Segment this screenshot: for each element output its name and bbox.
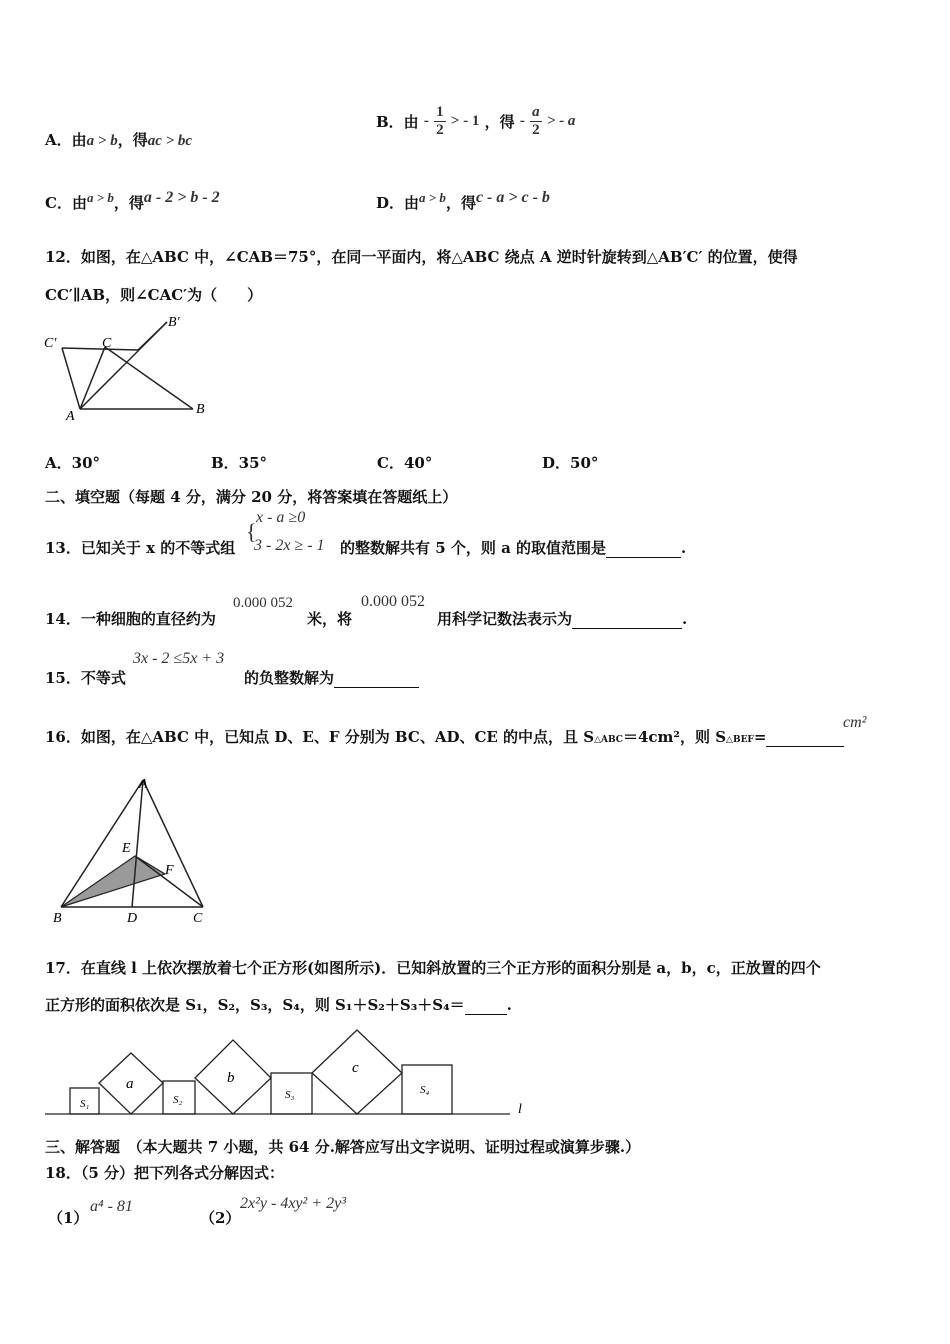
q14-mid: 米，将: [307, 610, 353, 628]
q17-label-b: b: [227, 1070, 235, 1086]
q12-label-a: A: [66, 409, 75, 424]
section-2-heading: 二、填空题（每题 4 分，满分 20 分，将答案填在答题纸上）: [45, 488, 458, 506]
q12-option-b: B．35°: [211, 454, 268, 472]
q18-part2-label: （2）: [200, 1209, 241, 1227]
q16-unit: cm²: [843, 714, 867, 731]
q17-figure: [40, 1020, 540, 1120]
q18-part1-expression: a⁴ - 81: [90, 1198, 133, 1215]
q18-part2-expression: 2x²y - 4xy² + 2y³: [240, 1195, 347, 1212]
q17-line2: 正方形的面积依次是 S₁，S₂，S₃，S₄，则 S₁＋S₂＋S₃＋S₄＝ .: [45, 996, 512, 1014]
q16-figure: [45, 770, 215, 930]
q17-line1: 17．在直线 l 上依次摆放着七个正方形(如图所示)．已知斜放置的三个正方形的面积分别是 a，b，c，正放置的四个: [45, 959, 821, 977]
q17-label-s3: S₃: [285, 1089, 295, 1101]
q17-label-c: c: [352, 1060, 359, 1076]
q12-label-c1: C′: [44, 336, 57, 351]
q13-eq1: x - a ≥0: [256, 509, 306, 526]
q17-label-l: l: [518, 1102, 522, 1117]
q12-figure: [40, 310, 220, 425]
q18-title: 18．（5 分）把下列各式分解因式：: [45, 1164, 285, 1182]
q12-option-c: C．40°: [377, 454, 433, 472]
q16-label-b: B: [53, 911, 62, 926]
q17-label-a: a: [126, 1076, 134, 1092]
q17-label-s4: S₄: [420, 1084, 430, 1096]
q11-option-a: A．由a > b，得ac > bc: [45, 131, 193, 149]
q11-option-c: C．由a > b，得a - 2 > b - 2: [45, 189, 220, 212]
q11-option-d: D．由a > b，得c - a > c - b: [376, 189, 550, 212]
q14-suffix: 用科学记数法表示为 .: [437, 610, 688, 628]
q15-expression: 3x - 2 ≤5x + 3: [133, 650, 225, 667]
q13-prefix: 13．已知关于 x 的不等式组: [45, 539, 236, 557]
q16-label-f: F: [165, 863, 174, 878]
section-3-heading: 三、解答题 （本大题共 7 小题，共 64 分.解答应写出文字说明、证明过程或演算步骤.）: [45, 1138, 641, 1156]
q14-prefix: 14．一种细胞的直径约为: [45, 610, 216, 628]
q16-text: 16．如图，在△ABC 中，已知点 D、E、F 分别为 BC、AD、CE 的中点，且 S△ABC＝4cm²，则 S△BEF=: [45, 726, 844, 747]
q12-line2: CC′∥AB，则∠CAC′为（ ）: [45, 286, 263, 304]
q14-value-2: 0.000 052: [361, 593, 425, 610]
q12-option-d: D．50°: [542, 454, 599, 472]
q12-label-b: B: [196, 402, 205, 417]
q16-label-d: D: [127, 911, 138, 926]
q18-part1-label: （1）: [48, 1209, 89, 1227]
q13-suffix: 的整数解共有 5 个，则 a 的取值范围是 .: [340, 539, 687, 557]
q16-label-e: E: [122, 841, 131, 856]
q15-suffix: 的负整数解为: [244, 667, 419, 688]
q16-label-a: A: [139, 777, 148, 792]
q14-value-1: 0.000 052: [233, 595, 293, 611]
q17-label-s2: S₂: [173, 1094, 183, 1106]
q15-prefix: 15．不等式: [45, 669, 126, 687]
q11-option-b: B．由 - $\frac{1}{2}$ > - 1 ，得 - $\frac{a}{2}$ > - a: [376, 104, 576, 138]
q13-brace: {: [246, 519, 257, 544]
q12-line1: 12．如图，在△ABC 中，∠CAB＝75°，在同一平面内，将△ABC 绕点 A 逆时针旋转到△AB′C′ 的位置，使得: [45, 248, 798, 266]
q13-eq2: 3 - 2x ≥ - 1: [254, 537, 325, 554]
q17-label-s1: S₁: [80, 1098, 90, 1110]
q12-label-b1: B′: [168, 315, 180, 330]
q12-label-c: C: [102, 336, 112, 351]
q16-label-c: C: [193, 911, 203, 926]
q12-option-a: A．30°: [45, 454, 101, 472]
